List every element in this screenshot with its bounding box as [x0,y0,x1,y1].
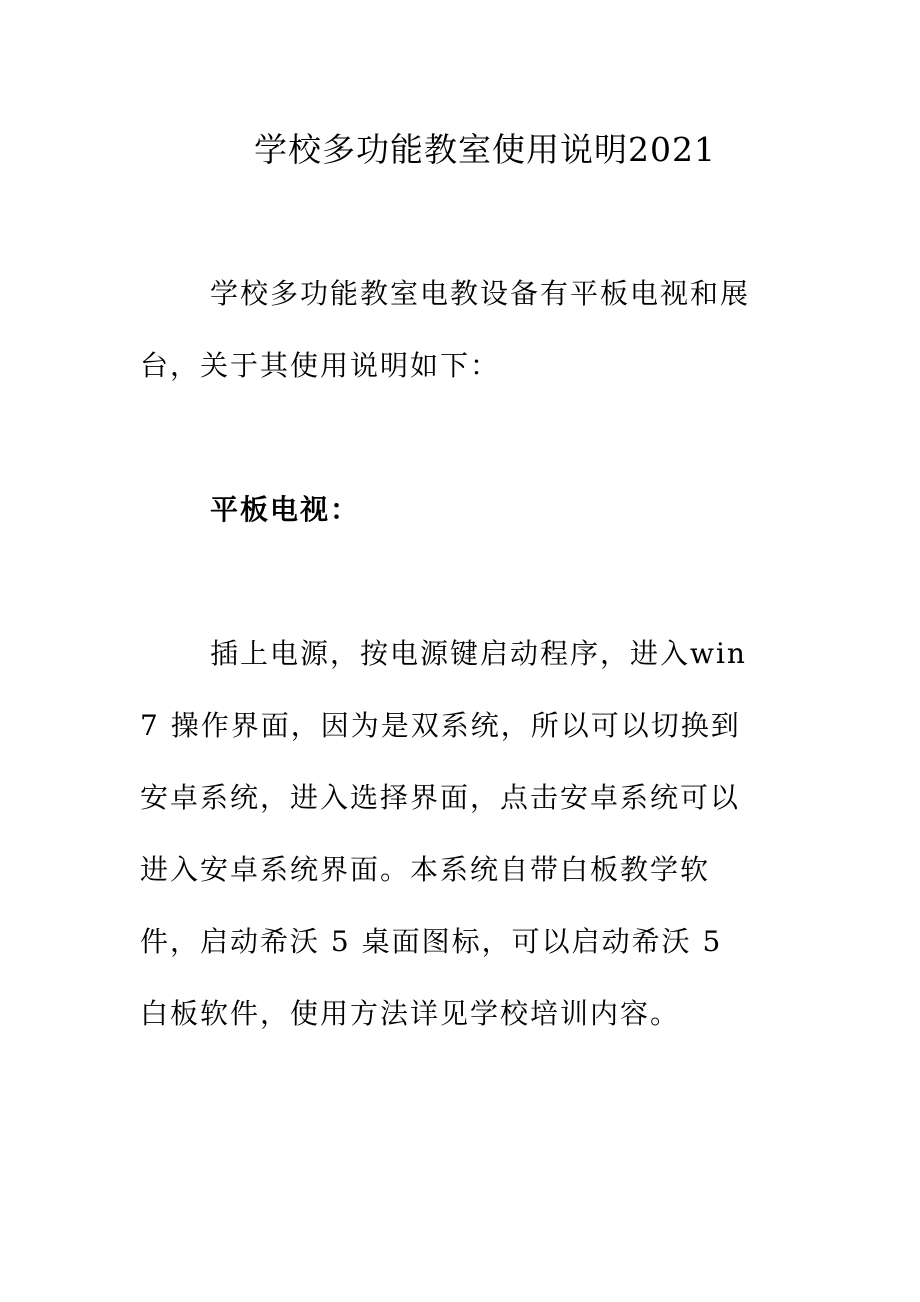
section-heading: 平板电视： [210,493,361,526]
section-body-paragraph: 插上电源，按电源键启动程序，进入win7 操作界面，因为是双系统，所以可以切换到安卓系统，进入选择界面，点击安卓系统可以进入安卓系统界面。本系统自带白板教学软件，启动希沃 5 桌面图标，可以启动希沃 5 白板软件，使用方法详见学校培训内容。 [140,637,747,1030]
intro-paragraph: 学校多功能教室电教设备有平板电视和展台，关于其使用说明如下： [140,277,751,382]
document-title: 学校多功能教室使用说明2021 [254,130,716,169]
